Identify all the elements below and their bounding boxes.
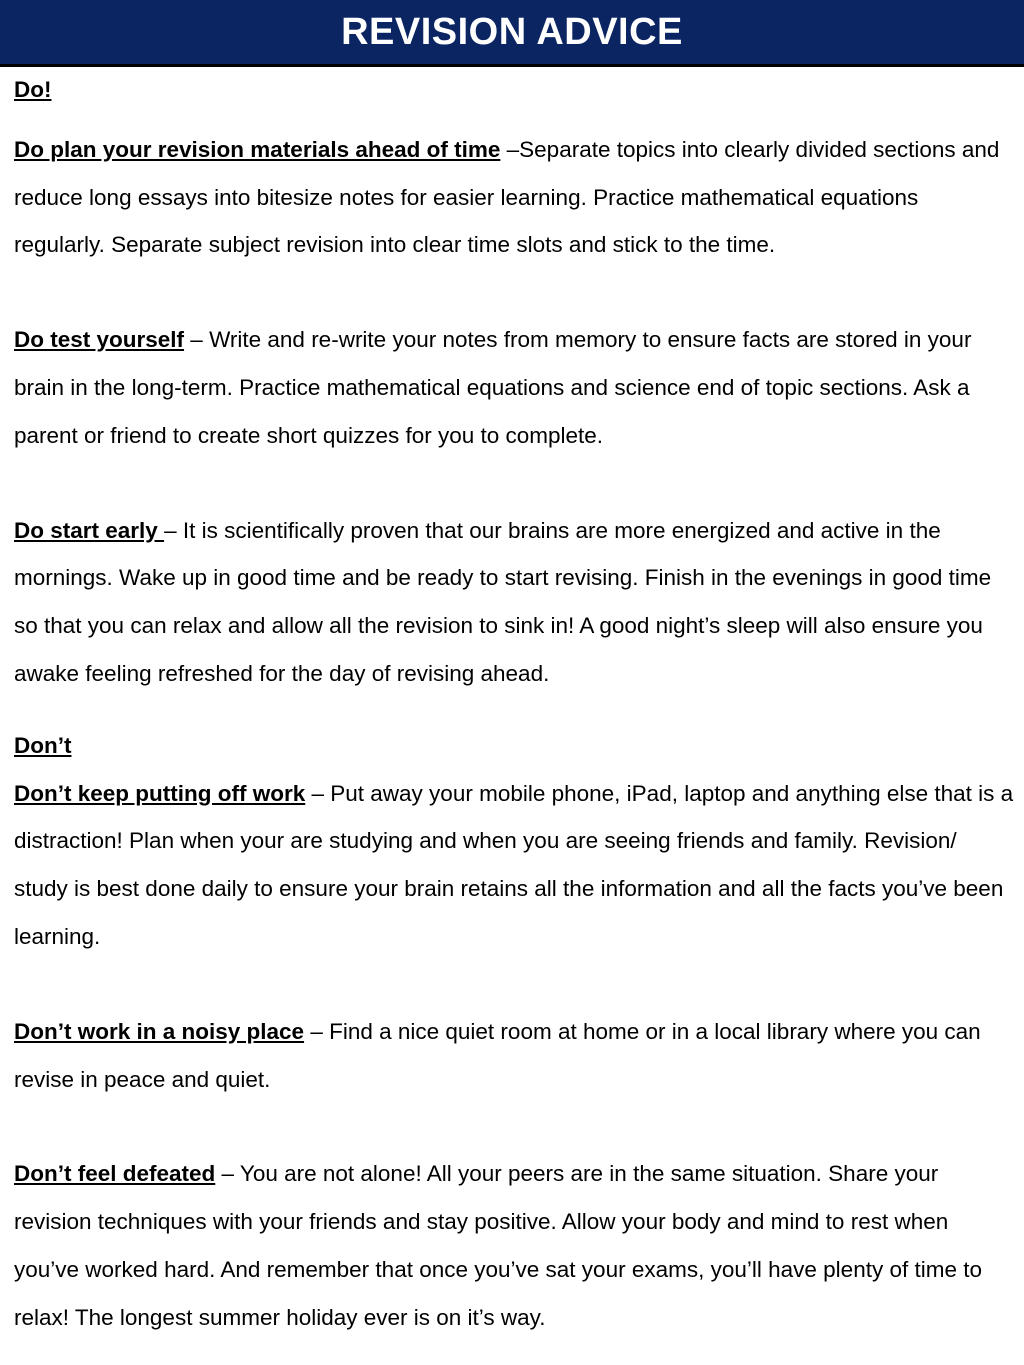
dont-item-putting-off-title: Don’t keep putting off work — [14, 780, 306, 806]
dont-item-noisy-place-text: – Find a nice quiet room at home or in a local library where you can revise in peace and quiet. — [14, 1018, 981, 1092]
do-item-plan-title: Do plan your revision materials ahead of time — [14, 136, 501, 162]
dont-item-putting-off — [14, 770, 1014, 961]
do-item-plan — [14, 126, 1014, 269]
do-item-start-early-title: Do start early — [14, 517, 165, 543]
do-item-start-early — [14, 507, 1014, 698]
dont-item-putting-off-text: – Put away your mobile phone, iPad, laptop and anything else that is a distraction! Plan when your are studying and when you are seeing friends and family. Revision/ study is best done daily to ensure your brain retains all the information and all the facts you’ve been learning. — [14, 780, 1014, 949]
do-heading: Do! — [14, 77, 52, 102]
advice-content — [14, 66, 1014, 1342]
dont-item-defeated — [14, 1150, 1014, 1341]
do-item-start-early-text: – It is scientifically proven that our brains are more energized and active in the mornings. Wake up in good time and be ready to start revising. Finish in the evenings in good time so that you can relax and allow all the revision to sink in! A good night’s sleep will also ensure you awake feeling refreshed for the day of revising ahead. — [14, 517, 992, 686]
dont-item-noisy-place-title: Don’t work in a noisy place — [14, 1018, 305, 1044]
page-title: REVISION ADVICE — [341, 10, 683, 53]
dont-item-noisy-place — [14, 1008, 1014, 1104]
do-item-plan-text: –Separate topics into clearly divided sections and reduce long essays into bitesize notes for easier learning. Practice mathematical equations regularly. Separate subject revision into clear time slots and stick to the time. — [14, 136, 1000, 258]
do-item-test — [14, 316, 1014, 459]
do-item-test-title: Do test yourself — [14, 327, 185, 353]
dont-item-defeated-title: Don’t feel defeated — [14, 1161, 216, 1187]
do-item-test-text: – Write and re-write your notes from memory to ensure facts are stored in your brain in the long-term. Practice mathematical equations and science end of topic sections. Ask a parent or friend to create short quizzes for you to complete. — [14, 327, 972, 448]
title-banner — [0, 0, 1024, 67]
dont-item-defeated-text: – You are not alone! All your peers are in the same situation. Share your revision techniques with your friends and stay positive. Allow your body and mind to rest when you’ve worked hard. And remember that once you’ve sat your exams, you’ll have plenty of time to relax! The longest summer holiday ever is on it’s way. — [14, 1161, 982, 1330]
dont-heading: Don’t — [14, 732, 72, 758]
